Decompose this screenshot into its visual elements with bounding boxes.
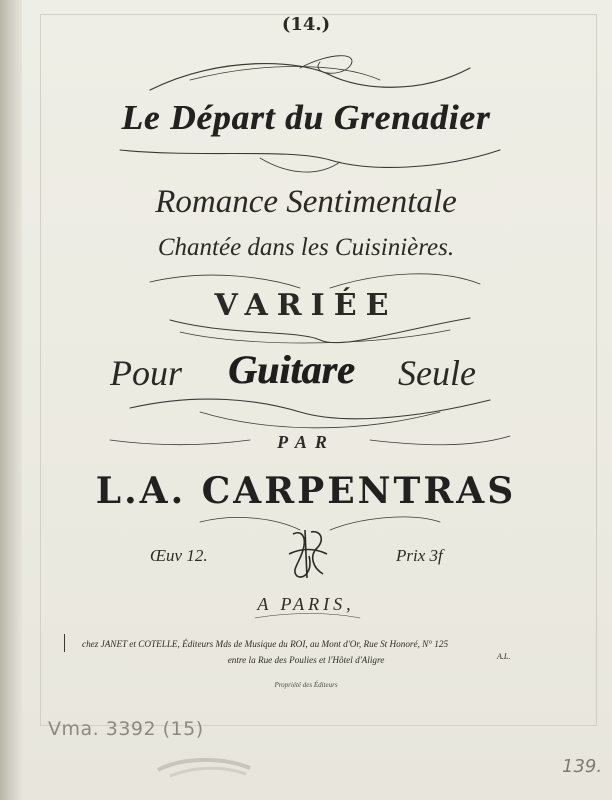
margin-rule xyxy=(64,634,65,652)
sung-in-line: Chantée dans les Cuisinières. xyxy=(157,234,455,261)
engraver-mark: A.L. xyxy=(497,652,511,661)
instrument-guitare: Guitare xyxy=(228,347,355,392)
folio-number: 139. xyxy=(562,756,603,777)
publisher-line: chez JANET et COTELLE, Éditeurs Mds de Musique du ROI, au Mont d'Or, Rue St Honoré, N° 125 xyxy=(82,639,449,649)
subtitle: Romance Sentimentale xyxy=(155,184,457,220)
instrument-seule: Seule xyxy=(398,353,476,393)
rights-notice: Propriété des Éditeurs xyxy=(274,681,338,689)
shelfmark: Vma. 3392 (15) xyxy=(48,718,204,740)
by-label: PAR xyxy=(277,432,335,452)
instrument-pour: Pour xyxy=(110,353,182,393)
city: A PARIS, xyxy=(257,594,355,614)
variation-heading: VARIÉE xyxy=(214,288,398,323)
page-title: Le Départ du Grenadier xyxy=(121,98,491,137)
composer-name: L.A. CARPENTRAS xyxy=(95,470,517,512)
page-number: (14.) xyxy=(281,14,331,35)
address-line: entre la Rue des Poulies et l'Hôtel d'Aligre xyxy=(227,655,385,665)
library-stamp-icon xyxy=(150,740,260,784)
price: Prix 3f xyxy=(396,546,443,565)
monogram-icon xyxy=(283,526,333,582)
opus-number: Œuv 12. xyxy=(150,546,208,565)
